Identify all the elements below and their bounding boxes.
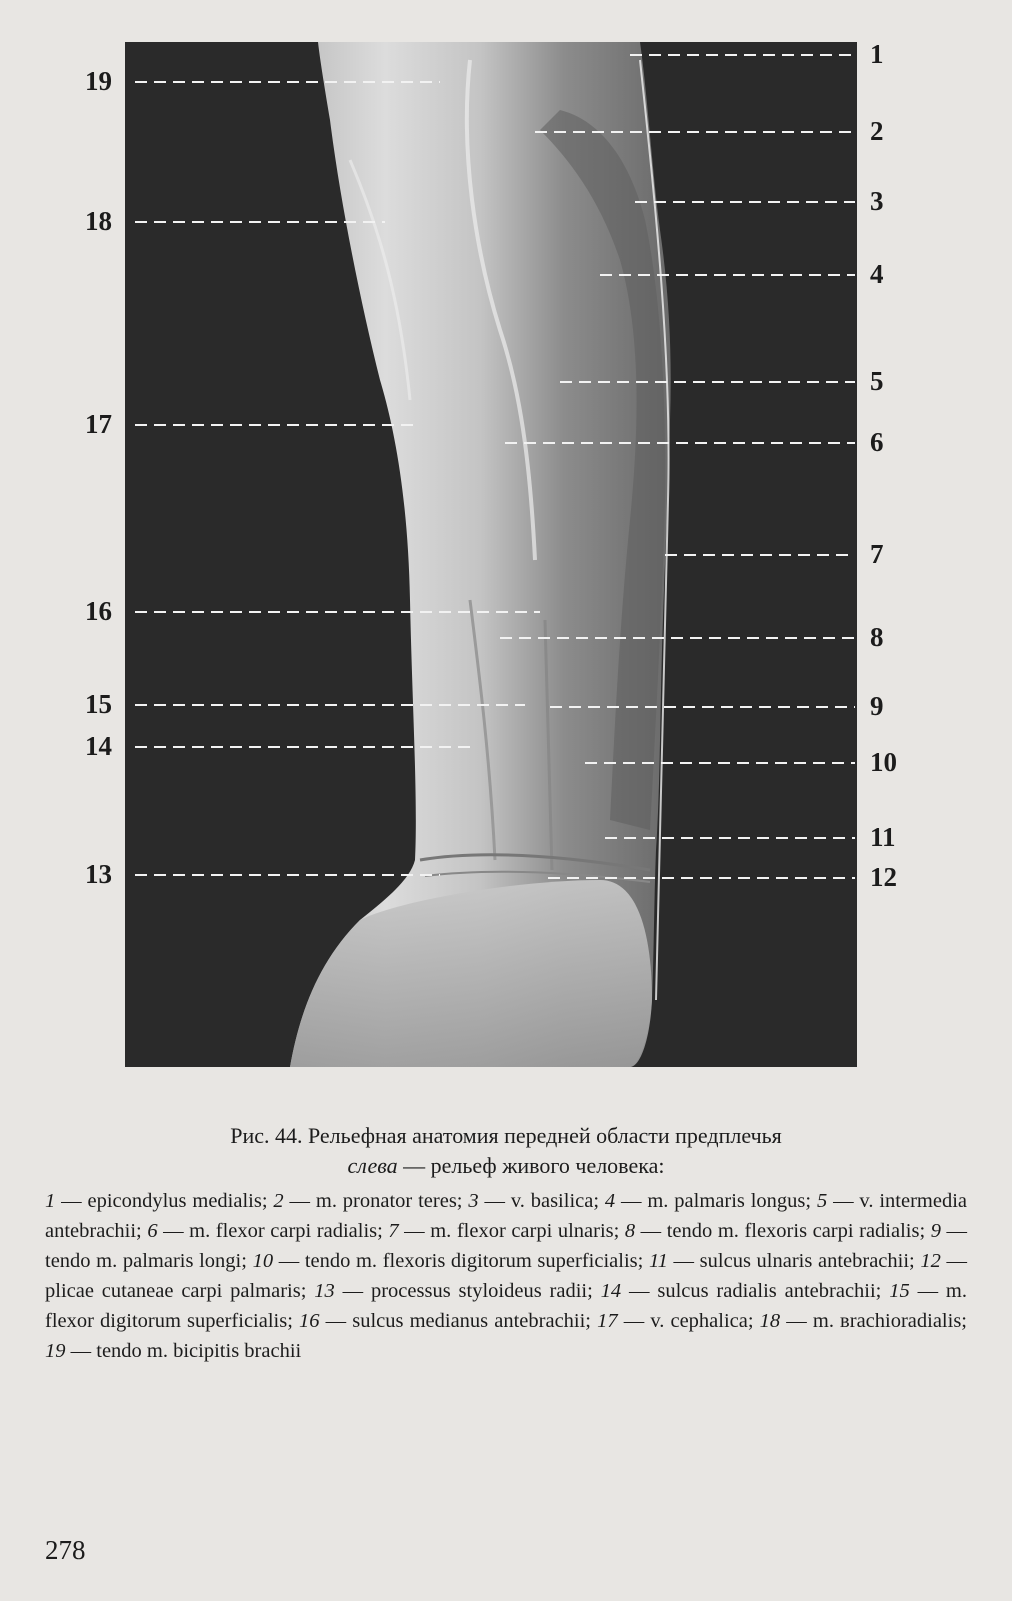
label-14: 14 [85, 731, 112, 761]
legend-text: — m. flexor digitorum superficialis; [45, 1280, 968, 1332]
caption-subtitle-italic: слева [347, 1153, 398, 1178]
figure-caption-subtitle [0, 1152, 1012, 1180]
legend-number: 8 [624, 1220, 636, 1242]
legend-number: 11 [648, 1250, 668, 1272]
legend-text: — m. вrachioradialis; [780, 1310, 967, 1332]
legend-number: 12 [920, 1250, 941, 1272]
legend-text: — v. cephalica; [617, 1310, 760, 1332]
legend-number: 1 [45, 1190, 56, 1212]
legend-number: 6 [147, 1220, 158, 1242]
legend-text: — sulcus radialis antebrachii; [621, 1280, 890, 1302]
caption-subtitle-text: — рельеф живого человека: [397, 1153, 665, 1178]
figure-caption-title: Рис. 44. Рельефная анатомия передней области предплечья [230, 1123, 782, 1148]
label-5: 5 [870, 366, 884, 396]
legend-text: — m. pronator teres; [283, 1190, 469, 1212]
label-13: 13 [85, 859, 112, 889]
label-8: 8 [870, 622, 884, 652]
label-6: 6 [870, 427, 884, 457]
figure-legend [45, 1186, 967, 1366]
legend-number: 10 [252, 1250, 274, 1272]
label-17: 17 [85, 409, 112, 439]
label-19: 19 [85, 66, 112, 96]
label-1: 1 [870, 39, 884, 69]
page-number: 278 [45, 1535, 86, 1565]
legend-number: 15 [889, 1280, 910, 1302]
legend-text: — sulcus ulnaris antebrachii; [667, 1250, 921, 1272]
legend-text: — m. palmaris longus; [615, 1190, 817, 1212]
legend-number: 18 [759, 1310, 781, 1332]
label-2: 2 [870, 116, 884, 146]
label-15: 15 [85, 689, 112, 719]
legend-number: 13 [314, 1280, 335, 1302]
legend-number: 4 [604, 1190, 616, 1212]
label-16: 16 [85, 596, 112, 626]
legend-text: — tendo m. bicipitis brachii [65, 1340, 302, 1362]
legend-text: — tendo m. flexoris digitorum superficialis; [273, 1250, 649, 1272]
legend-number: 16 [299, 1310, 320, 1332]
legend-text: — v. intermedia antebrachii; [45, 1190, 967, 1242]
legend-text: — plicae cutaneae carpi palmaris; [45, 1250, 968, 1302]
legend-number: 14 [600, 1280, 622, 1302]
legend-text: — m. flexor carpi ulnaris; [398, 1220, 625, 1242]
legend-text: — sulcus medianus antebrachii; [319, 1310, 598, 1332]
label-3: 3 [870, 186, 884, 216]
legend-text: — m. flexor carpi radialis; [157, 1220, 389, 1242]
label-10: 10 [870, 747, 897, 777]
legend-number: 2 [273, 1190, 284, 1212]
label-7: 7 [870, 539, 884, 569]
legend-text: — v. basilica; [478, 1190, 605, 1212]
legend-number: 3 [468, 1190, 479, 1212]
label-9: 9 [870, 691, 884, 721]
label-4: 4 [870, 259, 884, 289]
label-11: 11 [870, 822, 896, 852]
legend-text: — tendo m. flexoris carpi radialis; [635, 1220, 931, 1242]
legend-text: — tendo m. palmaris longi; [45, 1220, 968, 1272]
legend-number: 9 [930, 1220, 941, 1242]
legend-number: 5 [816, 1190, 828, 1212]
label-18: 18 [85, 206, 112, 236]
legend-number: 17 [597, 1310, 618, 1332]
label-12: 12 [870, 862, 897, 892]
legend-text: — processus styloideus radii; [334, 1280, 601, 1302]
legend-number: 7 [388, 1220, 399, 1242]
legend-number: 19 [45, 1340, 66, 1362]
legend-text: — epicondylus medialis; [55, 1190, 274, 1212]
